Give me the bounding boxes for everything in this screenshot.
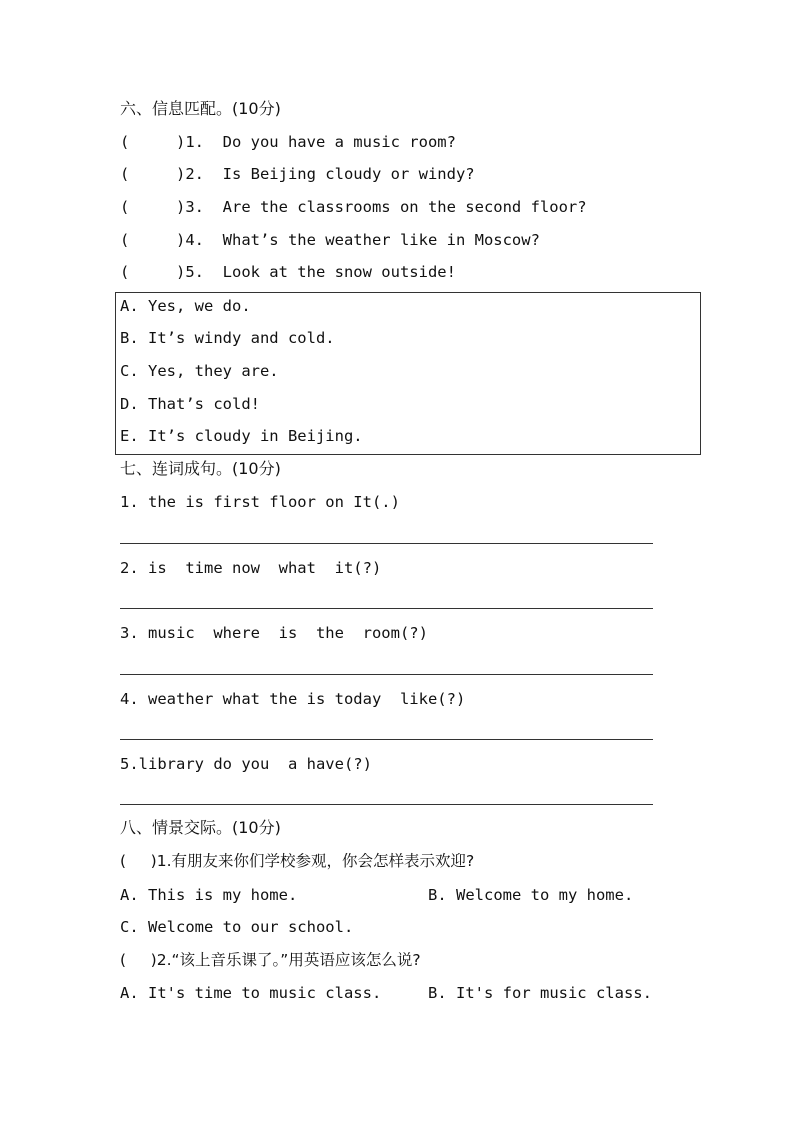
answer-option-d: D. That’s cold!: [120, 395, 260, 413]
dialogue-q1-option-b: B. Welcome to my home.: [428, 886, 634, 904]
sentence-item-3: 3. music where is the room(?): [120, 624, 428, 642]
matching-question-5: ( )5. Look at the snow outside!: [120, 263, 456, 281]
matching-question-3: ( )3. Are the classrooms on the second floor?: [120, 198, 587, 216]
matching-question-4: ( )4. What’s the weather like in Moscow?: [120, 231, 540, 249]
answer-line-3: [120, 674, 653, 675]
section-7-title: 七、连词成句。(10分): [120, 459, 281, 478]
sentence-item-4: 4. weather what the is today like(?): [120, 690, 466, 708]
dialogue-q2-option-a: A. It's time to music class.: [120, 984, 382, 1002]
answer-option-b: B. It’s windy and cold.: [120, 329, 335, 347]
dialogue-question-1: ( )1.有朋友来你们学校参观，你会怎样表示欢迎?: [120, 852, 475, 870]
answer-option-a: A. Yes, we do.: [120, 297, 251, 315]
sentence-item-2: 2. is time now what it(?): [120, 559, 382, 577]
answer-line-1: [120, 543, 653, 544]
dialogue-q1-option-c: C. Welcome to our school.: [120, 918, 354, 936]
sentence-item-1: 1. the is first floor on It(.): [120, 493, 400, 511]
answer-line-5: [120, 804, 653, 805]
dialogue-question-2: ( )2.“该上音乐课了。”用英语应该怎么说?: [120, 951, 421, 969]
answer-line-4: [120, 739, 653, 740]
matching-question-2: ( )2. Is Beijing cloudy or windy?: [120, 165, 475, 183]
matching-question-1: ( )1. Do you have a music room?: [120, 133, 456, 151]
answer-line-2: [120, 608, 653, 609]
section-8-title: 八、情景交际。(10分): [120, 818, 281, 837]
dialogue-q2-option-b: B. It's for music class.: [428, 984, 652, 1002]
dialogue-q1-option-a: A. This is my home.: [120, 886, 298, 904]
section-6-title: 六、信息匹配。(10分): [120, 99, 281, 118]
answer-option-e: E. It’s cloudy in Beijing.: [120, 427, 363, 445]
sentence-item-5: 5.library do you a have(?): [120, 755, 372, 773]
answer-option-c: C. Yes, they are.: [120, 362, 279, 380]
